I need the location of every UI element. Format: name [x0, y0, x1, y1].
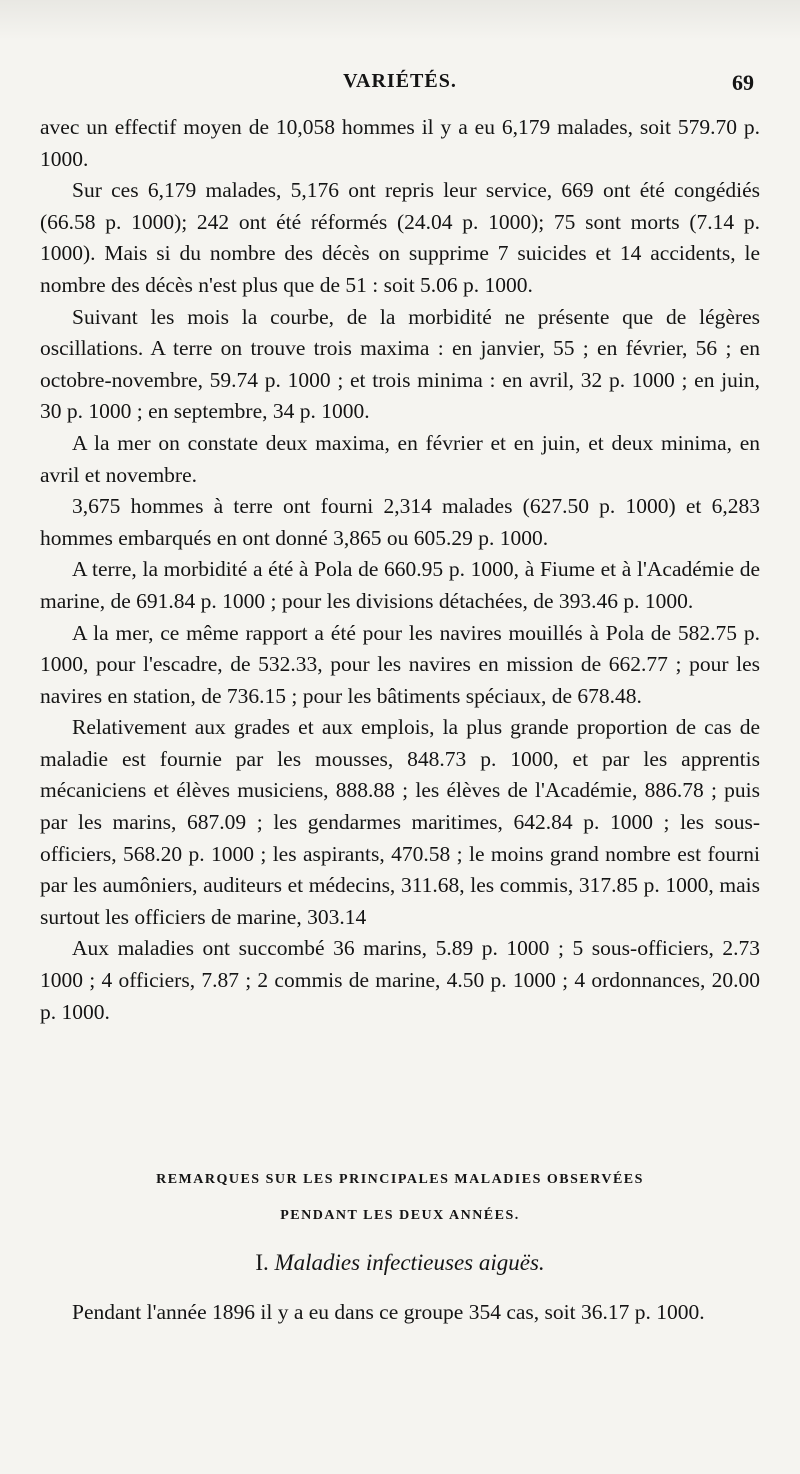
paragraph: Relativement aux grades et aux emplois, la plus grande proportion de cas de maladie est fournie par les mousses, 848.73 p. 1000, et par les apprentis mécaniciens et élèves musiciens, 888.88 ; les élèves de l'Académie, 886.78 ; puis par les marins, 687.09 ; les gendarmes maritimes, 642.84 p. 1000 ; les sous-officiers, 568.20 p. 1000 ; les aspirants, 470.58 ; le moins grand nombre est fourni par les aumôniers, auditeurs et médecins, 311.68, les commis, 317.85 p. 1000, mais surtout les officiers de marine, 303.14 [40, 715, 760, 929]
section-body [40, 1296, 760, 1328]
paragraph: A la mer on constate deux maxima, en février et en juin, et deux minima, en avril et novembre. [40, 430, 760, 487]
paragraph: Suivant les mois la courbe, de la morbidité ne présente que de légères oscillations. A terre on trouve trois maxima : en janvier, 55 ; en février, 56 ; en octobre-novembre, 59.74 p. 1000 ; et trois minima : en avril, 32 p. 1000 ; en juin, 30 p. 1000 ; en septembre, 34 p. 1000. [40, 304, 760, 424]
section-heading-line-2: PENDANT LES DEUX ANNÉES. [280, 1208, 520, 1223]
paragraph: avec un effectif moyen de 10,058 hommes il y a eu 6,179 malades, soit 579.70 p. 1000. [40, 115, 760, 171]
paragraph: Pendant l'année 1896 il y a eu dans ce groupe 354 cas, soit 36.17 p. 1000. [72, 1300, 705, 1324]
page-header [40, 68, 760, 102]
subsection-title: Maladies infectieuses aiguës. [274, 1250, 545, 1275]
running-title: VARIÉTÉS. [343, 70, 457, 92]
subsection-number: I. [255, 1250, 269, 1275]
body-text [40, 112, 760, 1028]
paragraph: A la mer, ce même rapport a été pour les navires mouillés à Pola de 582.75 p. 1000, pour l'escadre, de 532.33, pour les navires en mission de 662.77 ; pour les navires en station, de 736.15 ; pour les bâtiments spéciaux, de 678.48. [40, 620, 760, 708]
paragraph: A terre, la morbidité a été à Pola de 660.95 p. 1000, à Fiume et à l'Académie de marine, de 691.84 p. 1000 ; pour les divisions détachées, de 393.46 p. 1000. [40, 557, 760, 613]
paragraph: Sur ces 6,179 malades, 5,176 ont repris leur service, 669 ont été congédiés (66.58 p. 1000); 242 ont été réformés (24.04 p. 1000); 75 sont morts (7.14 p. 1000). Mais si du nombre des décès on supprime 7 suicides et 14 accidents, le nombre des décès n'est plus que de 51 : soit 5.06 p. 1000. [40, 178, 760, 297]
subsection-heading [40, 1250, 760, 1276]
page-number: 69 [732, 70, 754, 95]
section-heading-line-1: REMARQUES SUR LES PRINCIPALES MALADIES OBSERVÉES [156, 1172, 644, 1187]
paragraph: 3,675 hommes à terre ont fourni 2,314 malades (627.50 p. 1000) et 6,283 hommes embarqués en ont donné 3,865 ou 605.29 p. 1000. [40, 494, 760, 550]
paragraph: Aux maladies ont succombé 36 marins, 5.89 p. 1000 ; 5 sous-officiers, 2.73 1000 ; 4 officiers, 7.87 ; 2 commis de marine, 4.50 p. 1000 ; 4 ordonnances, 20.00 p. 1000. [40, 936, 760, 1024]
